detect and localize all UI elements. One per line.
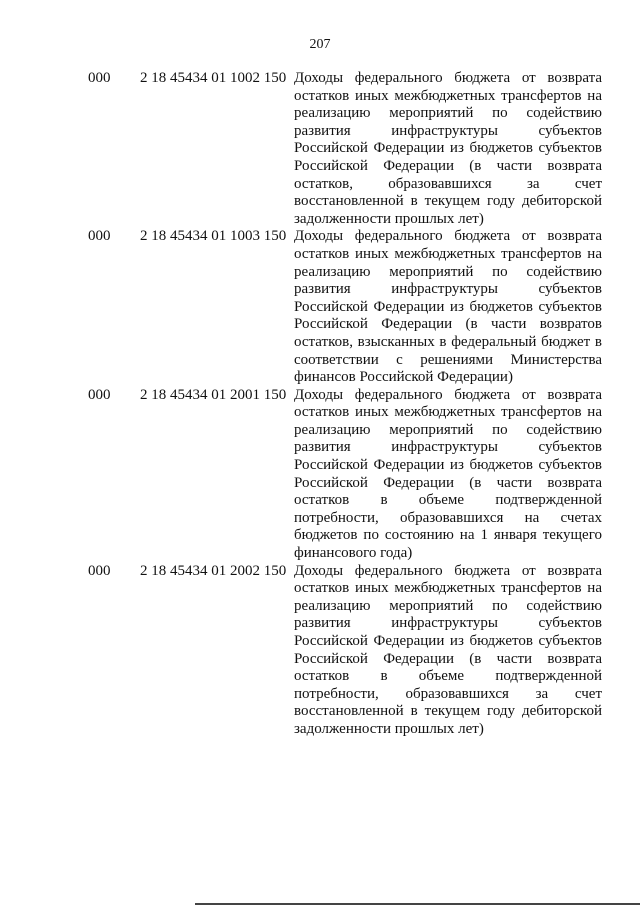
income-description: Доходы федерального бюджета от возврата остатков иных межбюджетных трансфертов на реализацию мероприятий по содействию развития инфраструктуры субъектов Российской Федерации из бюджетов субъектов Российской Федерации (в части возврата остатков в объеме подтвержденной потребности, образовавшихся на счетах бюджетов по состоянию на 1 января текущего финансового года) [294, 386, 602, 562]
budget-code-list [0, 70, 640, 739]
list-item [0, 228, 640, 386]
budget-classification-code: 2 18 45434 01 1003 150 [140, 228, 287, 245]
list-item [0, 387, 640, 563]
budget-classification-code: 2 18 45434 01 1002 150 [140, 70, 287, 86]
budget-classification-code: 2 18 45434 01 2001 150 [140, 386, 287, 403]
income-description: Доходы федерального бюджета от возврата остатков иных межбюджетных трансфертов на реализацию мероприятий по содействию развития инфраструктуры субъектов Российской Федерации из бюджетов субъектов Российской Федерации (в части возвратов остатков, взысканных в федеральный бюджет в соответствии с решениями Министерства финансов Российской Федерации) [294, 228, 602, 386]
income-description: Доходы федерального бюджета от возврата остатков иных межбюджетных трансфертов на реализацию мероприятий по содействию развития инфраструктуры субъектов Российской Федерации из бюджетов субъектов Российской Федерации (в части возврата остатков, образовавшихся за счет восстановленной в текущем году дебиторской задолженности прошлых лет) [294, 70, 602, 227]
admin-code: 000 [88, 562, 111, 579]
income-description: Доходы федерального бюджета от возврата остатков иных межбюджетных трансфертов на реализацию мероприятий по содействию развития инфраструктуры субъектов Российской Федерации из бюджетов субъектов Российской Федерации (в части возврата остатков в объеме подтвержденной потребности, образовавшихся за счет восстановленной в текущем году дебиторской задолженности прошлых лет) [294, 562, 602, 737]
admin-code: 000 [88, 228, 111, 245]
admin-code: 000 [88, 70, 111, 86]
list-item [0, 70, 640, 228]
page-number: 207 [309, 37, 331, 52]
list-item [0, 563, 640, 739]
budget-classification-code: 2 18 45434 01 2002 150 [140, 562, 287, 579]
admin-code: 000 [88, 386, 111, 403]
